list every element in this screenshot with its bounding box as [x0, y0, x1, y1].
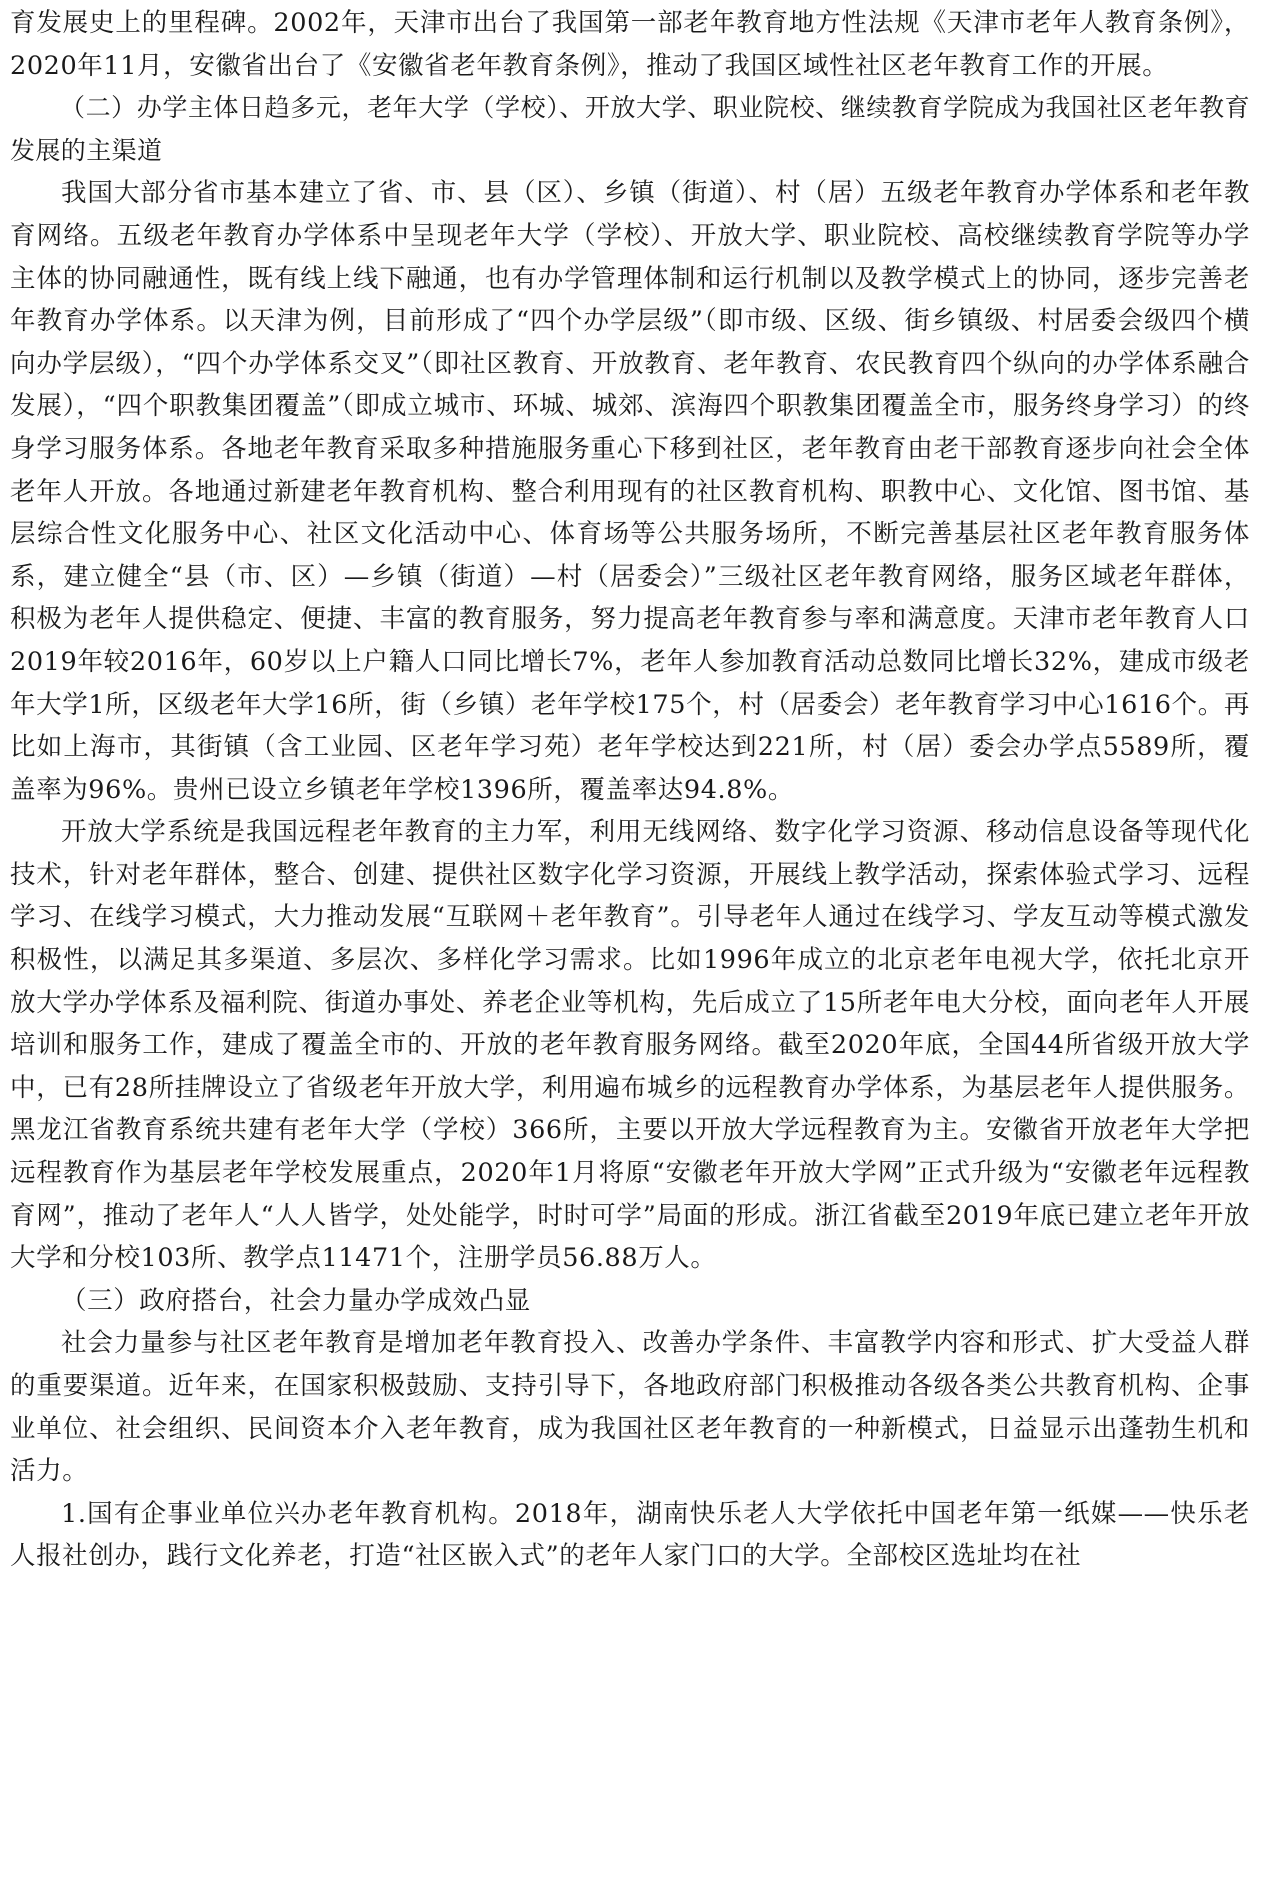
paragraph-continuation: 育发展史上的里程碑。2002年，天津市出台了我国第一部老年教育地方性法规《天津市老年人教育条例》，2020年11月，安徽省出台了《安徽省老年教育条例》，推动了我国区域性社区老年教育工作的开展。	[10, 8, 1250, 81]
section-heading-2: （二）办学主体日趋多元，老年大学（学校）、开放大学、职业院校、继续教育学院成为我国社区老年教育发展的主渠道	[10, 93, 1250, 165]
paragraph-state-enterprises: 1.国有企事业单位兴办老年教育机构。2018年，湖南快乐老人大学依托中国老年第一纸媒——快乐老人报社创办，践行文化养老，打造“社区嵌入式”的老年人家门口的大学。全部校区选址均在社	[10, 1498, 1250, 1572]
section-heading-3: （三）政府搭台，社会力量办学成效凸显	[61, 1285, 531, 1316]
paragraph-social-forces: 社会力量参与社区老年教育是增加老年教育投入、改善办学条件、丰富教学内容和形式、扩大受益人群的重要渠道。近年来，在国家积极鼓励、支持引导下，各地政府部门积极推动各级各类公共教育机构、企事业单位、社会组织、民间资本介入老年教育，成为我国社区老年教育的一种新模式，日益显示出蓬勃生机和活力。	[10, 1328, 1250, 1487]
paragraph-five-level-system: 我国大部分省市基本建立了省、市、县（区）、乡镇（街道）、村（居）五级老年教育办学体系和老年教育网络。五级老年教育办学体系中呈现老年大学（学校）、开放大学、职业院校、高校继续教育学院等办学主体的协同融通性，既有线上线下融通，也有办学管理体制和运行机制以及教学模式上的协同，逐步完善老年教育办学体系。以天津为例，目前形成了“四个办学层级”（即市级、区级、街乡镇级、村居委会级四个横向办学层级），“四个办学体系交叉”（即社区教育、开放教育、老年教育、农民教育四个纵向的办学体系融合发展），“四个职教集团覆盖”（即成立城市、环城、城郊、滨海四个职教集团覆盖全市，服务终身学习）的终身学习服务体系。各地老年教育采取多种措施服务重心下移到社区，老年教育由老干部教育逐步向社会全体老年人开放。各地通过新建老年教育机构、整合利用现有的社区教育机构、职教中心、文化馆、图书馆、基层综合性文化服务中心、社区文化活动中心、体育场等公共服务场所，不断完善基层社区老年教育服务体系，建立健全“县（市、区）—乡镇（街道）—村（居委会）”三级社区老年教育网络，服务区域老年群体，积极为老年人提供稳定、便捷、丰富的教育服务，努力提高老年教育参与率和满意度。天津市老年教育人口2019年较2016年，60岁以上户籍人口同比增长7%，老年人参加教育活动总数同比增长32%，建成市级老年大学1所，区级老年大学16所，街（乡镇）老年学校175个，村（居委会）老年教育学习中心1616个。再比如上海市，其街镇（含工业园、区老年学习苑）老年学校达到221所，村（居）委会办学点5589所，覆盖率为96%。贵州已设立乡镇老年学校1396所，覆盖率达94.8%。	[10, 178, 1250, 805]
document-page	[10, 2, 1250, 1578]
paragraph-open-university: 开放大学系统是我国远程老年教育的主力军，利用无线网络、数字化学习资源、移动信息设备等现代化技术，针对老年群体，整合、创建、提供社区数字化学习资源，开展线上教学活动，探索体验式学习、远程学习、在线学习模式，大力推动发展“互联网＋老年教育”。引导老年人通过在线学习、学友互动等模式激发积极性，以满足其多渠道、多层次、多样化学习需求。比如1996年成立的北京老年电视大学，依托北京开放大学办学体系及福利院、街道办事处、养老企业等机构，先后成立了15所老年电大分校，面向老年人开展培训和服务工作，建成了覆盖全市的、开放的老年教育服务网络。截至2020年底，全国44所省级开放大学中，已有28所挂牌设立了省级老年开放大学，利用遍布城乡的远程教育办学体系，为基层老年人提供服务。黑龙江省教育系统共建有老年大学（学校）366所，主要以开放大学远程教育为主。安徽省开放老年大学把远程教育作为基层老年学校发展重点，2020年1月将原“安徽老年开放大学网”正式升级为“安徽老年远程教育网”，推动了老年人“人人皆学，处处能学，时时可学”局面的形成。浙江省截至2019年底已建立老年开放大学和分校103所、教学点11471个，注册学员56.88万人。	[10, 817, 1250, 1274]
